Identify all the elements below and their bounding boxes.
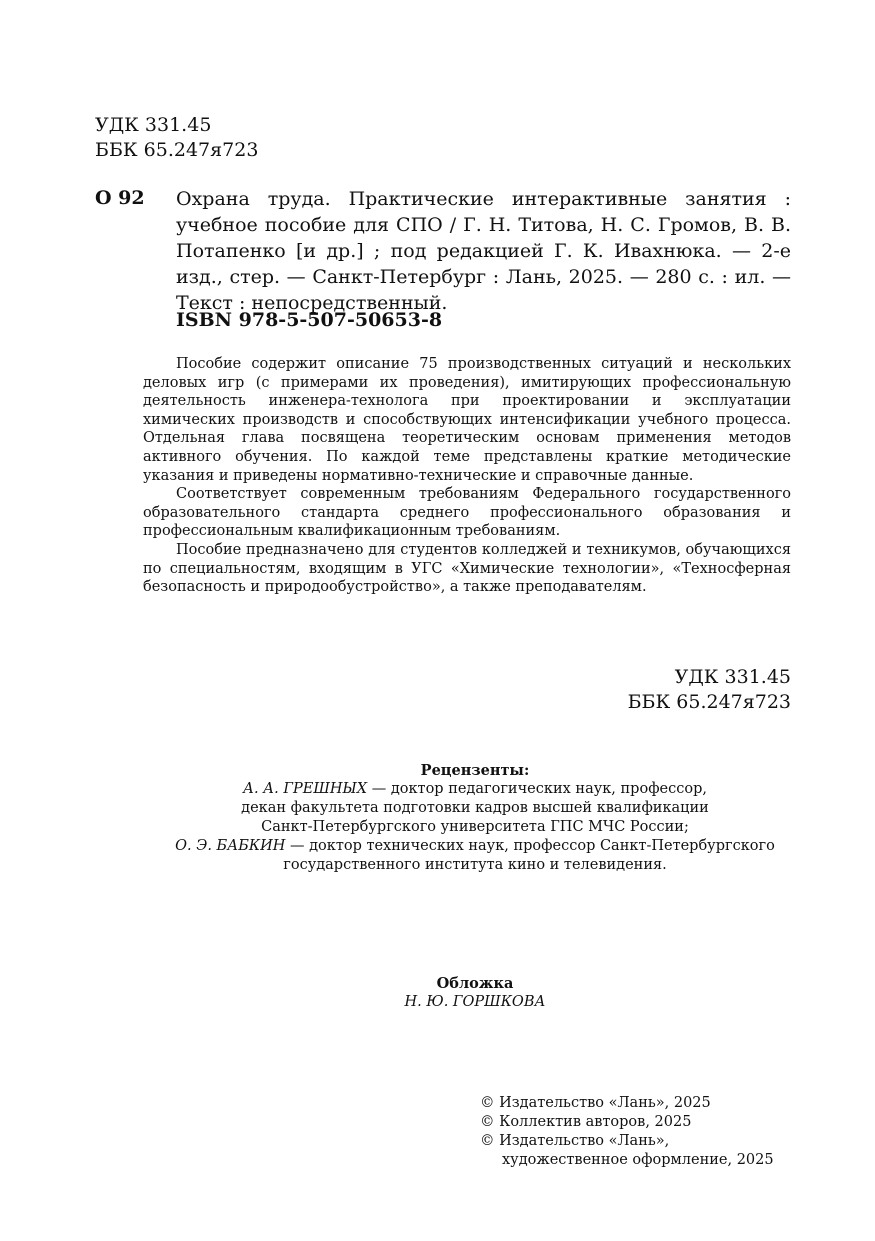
reviewer-1-affiliation: Санкт-Петербургского университета ГПС МЧС России; — [261, 819, 689, 835]
udk-code: УДК 331.45 — [95, 114, 212, 136]
cover-header: Обложка — [436, 975, 514, 992]
reviewer-1 — [140, 780, 810, 799]
isbn: ISBN 978-5-507-50653-8 — [176, 309, 443, 331]
udk-code: УДК 331.45 — [674, 666, 791, 688]
reviewer-2-affiliation: государственного института кино и телевидения. — [283, 857, 667, 873]
cover-credit — [140, 974, 810, 1012]
reviewer-name: А. А. ГРЕШНЫХ — [242, 781, 368, 797]
copyright-line: © Издательство «Лань», 2025 — [480, 1095, 711, 1111]
reviewer-2 — [140, 837, 810, 856]
copyright-line: © Издательство «Лань», — [480, 1133, 670, 1149]
annotation-paragraph: Соответствует современным требованиям Федерального государственного образовательного стандарта среднего профессионального образования и профессиональным квалификационным требованиям. — [143, 486, 791, 540]
reviewer-credentials: — доктор технических наук, профессор Санкт-Петербургского — [285, 838, 775, 854]
udk-bbk-top — [95, 113, 258, 163]
bibliographic-entry: Охрана труда. Практические интерактивные занятия : учебное пособие для СПО / Г. Н. Титова, Н. С. Громов, В. В. Потапенко [и др.] ; под редакцией Г. К. Ивахнюка. — 2-е изд., стер. — Санкт-Петербург : Лань, 2025. — 280 с. : ил. — Текст : непосредственный. — [176, 188, 791, 314]
author-sign: О 92 — [95, 187, 145, 209]
udk-bbk-bottom — [628, 665, 791, 715]
reviewer-name: О. Э. БАБКИН — [175, 838, 286, 854]
copyright-block — [480, 1094, 774, 1170]
reviewers-header: Рецензенты: — [420, 762, 530, 779]
reviewer-1-position: декан факультета подготовки кадров высшей квалификации — [241, 800, 709, 816]
reviewers-block — [140, 761, 810, 875]
annotation-paragraph: Пособие содержит описание 75 производственных ситуаций и нескольких деловых игр (с примерами их проведения), имитирующих профессиональную деятельность инженера-технолога при проектировании и эксплуатации химических производств и способствующих интенсификации учебного процесса. Отдельная глава посвящена теоретическим основам применения методов активного обучения. По каждой теме представлены краткие методические указания и приведены нормативно-технические и справочные данные. — [143, 356, 791, 484]
annotation-paragraph: Пособие предназначено для студентов колледжей и техникумов, обучающихся по специальностям, входящим в УГС «Химические технологии», «Техносферная безопасность и природообустройство», а также преподавателям. — [143, 541, 791, 596]
copyright-line: © Коллектив авторов, 2025 — [480, 1114, 692, 1130]
bbk-code: ББК 65.247я723 — [95, 139, 259, 161]
bbk-code: ББК 65.247я723 — [627, 691, 791, 713]
cover-designer: Н. Ю. ГОРШКОВА — [404, 994, 546, 1010]
reviewer-credentials: — доктор педагогических наук, профессор, — [367, 781, 707, 797]
copyright-line: художественное оформление, 2025 — [502, 1152, 774, 1168]
annotation — [143, 355, 791, 597]
